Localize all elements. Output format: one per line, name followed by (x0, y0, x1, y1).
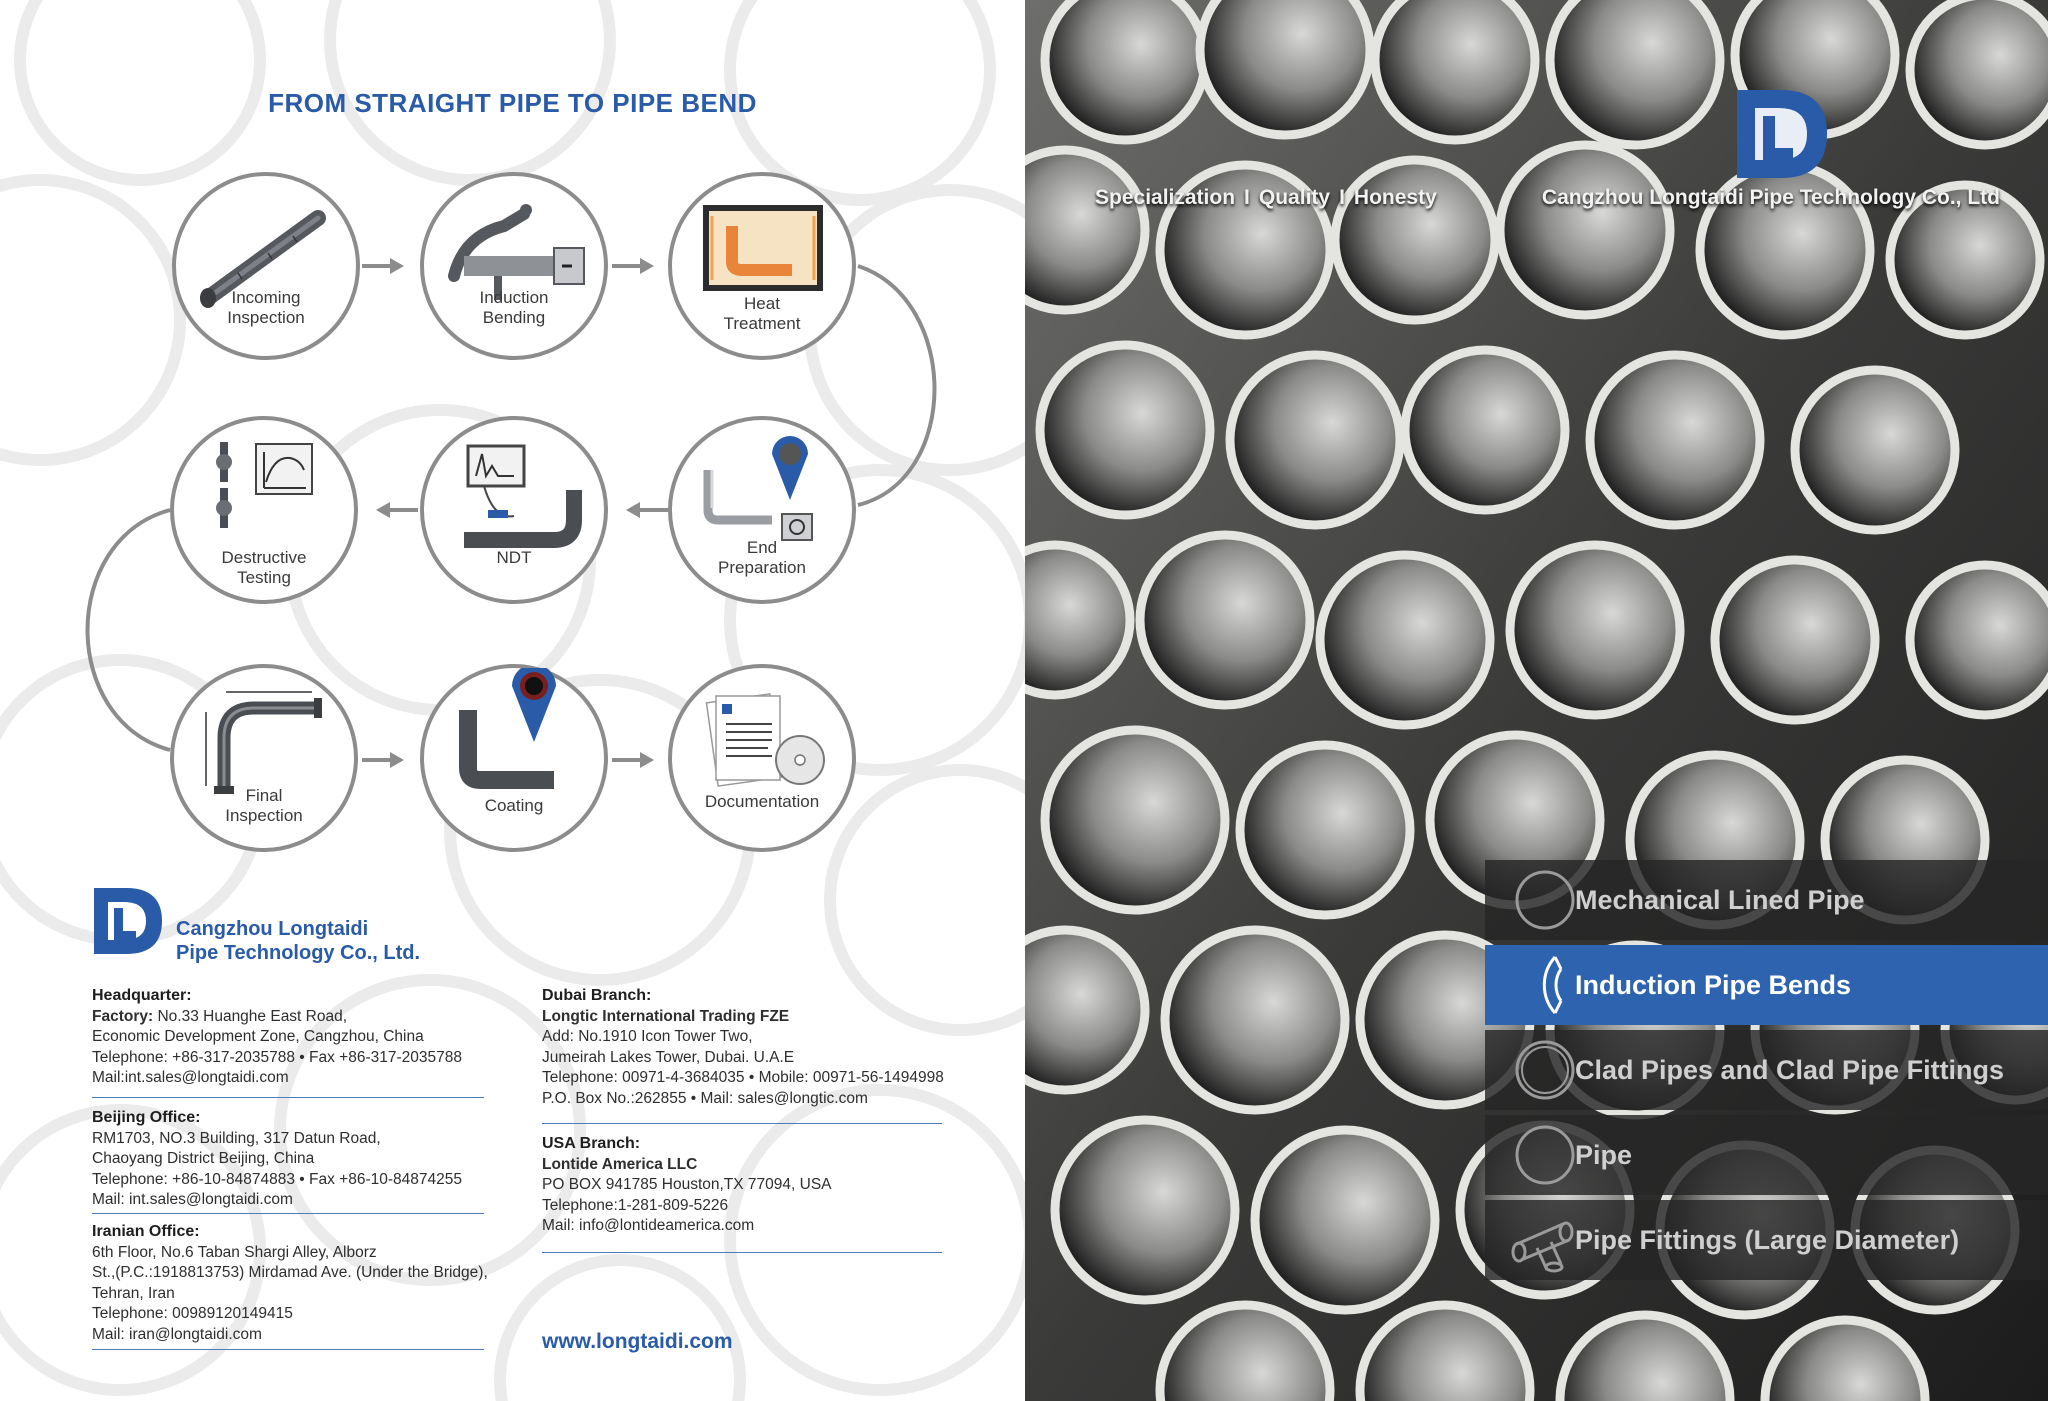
pipe-end (1025, 545, 1130, 695)
page-title: FROM STRAIGHT PIPE TO PIPE BEND (268, 88, 757, 118)
pipe-end (1055, 1120, 1235, 1300)
step-label-line1: Documentation (704, 792, 820, 811)
step-label-line2: Testing (237, 568, 291, 587)
step-label-line2: Preparation (718, 558, 806, 577)
right-company-name: Cangzhou Longtaidi Pipe Technology Co., Ltd (1541, 186, 2000, 209)
usa-company: Lontide America LLC (542, 1155, 698, 1173)
tagline-specialization: Specialization (1095, 186, 1236, 209)
dubai-company: Longtic International Trading FZE (542, 1007, 790, 1025)
pipe-end (1025, 930, 1145, 1090)
ndt-icon (424, 420, 604, 600)
company-name-line1: Cangzhou Longtaidi (176, 918, 369, 940)
tagline-separator: I (1339, 186, 1345, 209)
divider (92, 1349, 484, 1350)
dubai-line1: Add: No.1910 Icon Tower Two, (542, 1028, 753, 1045)
tee-icon (1485, 1200, 1575, 1280)
tagline (1095, 186, 1437, 210)
step-end-preparation (668, 416, 856, 604)
pipe-end (1910, 0, 2048, 145)
dubai-phone: Telephone: 00971-4-3684035 • Mobile: 00971-56-1494998 (542, 1069, 944, 1086)
coated-bend-icon (424, 668, 604, 848)
pipe-end (1715, 560, 1875, 720)
headquarter-block (92, 986, 462, 1089)
pipe-end (1795, 370, 1955, 530)
step-label-line1: Heat (744, 294, 780, 313)
pipe-end (1045, 0, 1205, 140)
pipe-end (1500, 145, 1670, 315)
beijing-block (92, 1108, 462, 1211)
divider (542, 1252, 942, 1253)
pipe-end (1255, 1130, 1435, 1310)
website-link[interactable]: www.longtaidi.com (542, 1330, 733, 1353)
pipe-end (1375, 0, 1535, 140)
usa-mail: Mail: info@lontideamerica.com (542, 1217, 755, 1234)
factory-line1: No.33 Huanghe East Road, (153, 1007, 348, 1025)
step-ndt (420, 416, 608, 604)
product-pipe[interactable] (1485, 1115, 2048, 1195)
product-mechanical-lined-pipe[interactable] (1485, 860, 2048, 940)
product-label: Clad Pipes and Clad Pipe Fittings (1575, 1054, 2005, 1085)
iranian-line2: St.,(P.C.:1918813753) Mirdamad Ave. (Under the Bridge), (92, 1264, 488, 1281)
step-documentation (668, 664, 856, 852)
bending-machine-icon (424, 176, 604, 356)
iranian-phone: Telephone: 00989120149415 (92, 1305, 293, 1322)
step-label-line1: Destructive (221, 548, 307, 567)
divider (92, 1213, 484, 1214)
pipe-end (1320, 555, 1490, 725)
usa-phone: Telephone:1-281-809-5226 (542, 1196, 729, 1214)
headquarter-mail: Mail:int.sales@longtaidi.com (92, 1069, 289, 1086)
step-destructive-testing (170, 416, 358, 604)
pipe-end (1590, 355, 1760, 525)
iranian-line3: Tehran, Iran (92, 1284, 175, 1302)
step-label-line2: Bending (482, 308, 546, 327)
beijing-heading: Beijing Office: (92, 1109, 201, 1126)
step-label-line1: Induction (479, 288, 549, 307)
bend-icon (1485, 945, 1575, 1025)
ring-icon (1485, 1030, 1575, 1110)
factory-label: Factory: (92, 1007, 154, 1025)
divider (542, 1123, 942, 1124)
step-label-line1: Final (245, 786, 283, 805)
company-logo-white (1735, 88, 1831, 180)
factory-line2: Economic Development Zone, Cangzhou, China (92, 1028, 424, 1045)
iranian-mail: Mail: iran@longtaidi.com (92, 1325, 262, 1343)
tagline-honesty: Honesty (1353, 186, 1437, 209)
headquarter-phone: Telephone: +86-317-2035788 • Fax +86-317-2035788 (92, 1048, 462, 1066)
product-pipe-fittings-large-diameter[interactable] (1485, 1200, 2048, 1280)
headquarter-heading: Headquarter: (92, 987, 192, 1004)
pipe-end (1200, 0, 1370, 135)
beijing-line1: RM1703, NO.3 Building, 317 Datun Road, (92, 1129, 381, 1147)
usa-line1: PO BOX 941785 Houston,TX 77094, USA (542, 1176, 832, 1193)
iranian-line1: 6th Floor, No.6 Taban Shargi Alley, Alborz (92, 1243, 377, 1261)
pipe-end (1040, 345, 1210, 515)
pipe-end (1165, 930, 1345, 1110)
pipe-end (1510, 545, 1680, 715)
step-induction-bending (420, 172, 608, 360)
ring-icon (1485, 860, 1575, 940)
company-name (176, 917, 420, 965)
step-coating (420, 664, 608, 852)
step-label-line2: Inspection (227, 308, 305, 327)
pipe-end (1405, 350, 1565, 510)
step-final-inspection (170, 664, 358, 852)
straight-pipe-icon (176, 176, 356, 356)
pipe-end (1045, 730, 1225, 910)
iranian-heading: Iranian Office: (92, 1223, 200, 1240)
dubai-line2: Jumeirah Lakes Tower, Dubai. U.A.E (542, 1048, 795, 1066)
pipe-end (1240, 745, 1410, 915)
pipe-end (1910, 565, 2048, 715)
step-label-line1: End (746, 538, 778, 557)
documents-icon (672, 668, 852, 848)
step-label-line2: Treatment (723, 314, 801, 333)
pipe-end (1230, 355, 1400, 525)
usa-heading: USA Branch: (542, 1135, 641, 1152)
step-label-line1: NDT (496, 548, 532, 567)
product-induction-pipe-bends[interactable] (1485, 945, 2048, 1025)
iranian-block (92, 1222, 488, 1345)
step-label-line2: Inspection (225, 806, 303, 825)
product-label: Pipe (1575, 1139, 1633, 1170)
step-label-line1: Incoming (231, 288, 301, 307)
product-clad-pipes[interactable] (1485, 1030, 2048, 1110)
beijing-line2: Chaoyang District Beijing, China (92, 1150, 315, 1167)
company-name-line2: Pipe Technology Co., Ltd. (176, 942, 421, 964)
tagline-quality: Quality (1258, 186, 1331, 209)
product-label: Induction Pipe Bends (1575, 969, 1852, 1000)
pipe-end (1335, 160, 1495, 320)
beijing-mail: Mail: int.sales@longtaidi.com (92, 1191, 293, 1208)
ring-icon (1485, 1115, 1575, 1195)
dubai-heading: Dubai Branch: (542, 987, 652, 1004)
divider (92, 1097, 484, 1098)
step-heat-treatment (668, 172, 856, 360)
product-menu (1485, 860, 2048, 1285)
beijing-phone: Telephone: +86-10-84874883 • Fax +86-10-84874255 (92, 1170, 462, 1188)
pipe-end (1550, 0, 1720, 145)
dubai-box: P.O. Box No.:262855 • Mail: sales@longtic.com (542, 1089, 868, 1107)
dubai-block (542, 986, 944, 1109)
step-incoming-inspection (172, 172, 360, 360)
company-logo (92, 886, 166, 956)
step-label-line1: Coating (484, 796, 544, 815)
pipe-end (1140, 535, 1310, 705)
product-label: Pipe Fittings (Large Diameter) (1575, 1224, 1960, 1255)
right-page (1025, 0, 2048, 1401)
product-label: Mechanical Lined Pipe (1575, 884, 1865, 915)
usa-block (542, 1134, 832, 1237)
pipe-end (1025, 150, 1145, 310)
tagline-separator: I (1244, 186, 1250, 209)
